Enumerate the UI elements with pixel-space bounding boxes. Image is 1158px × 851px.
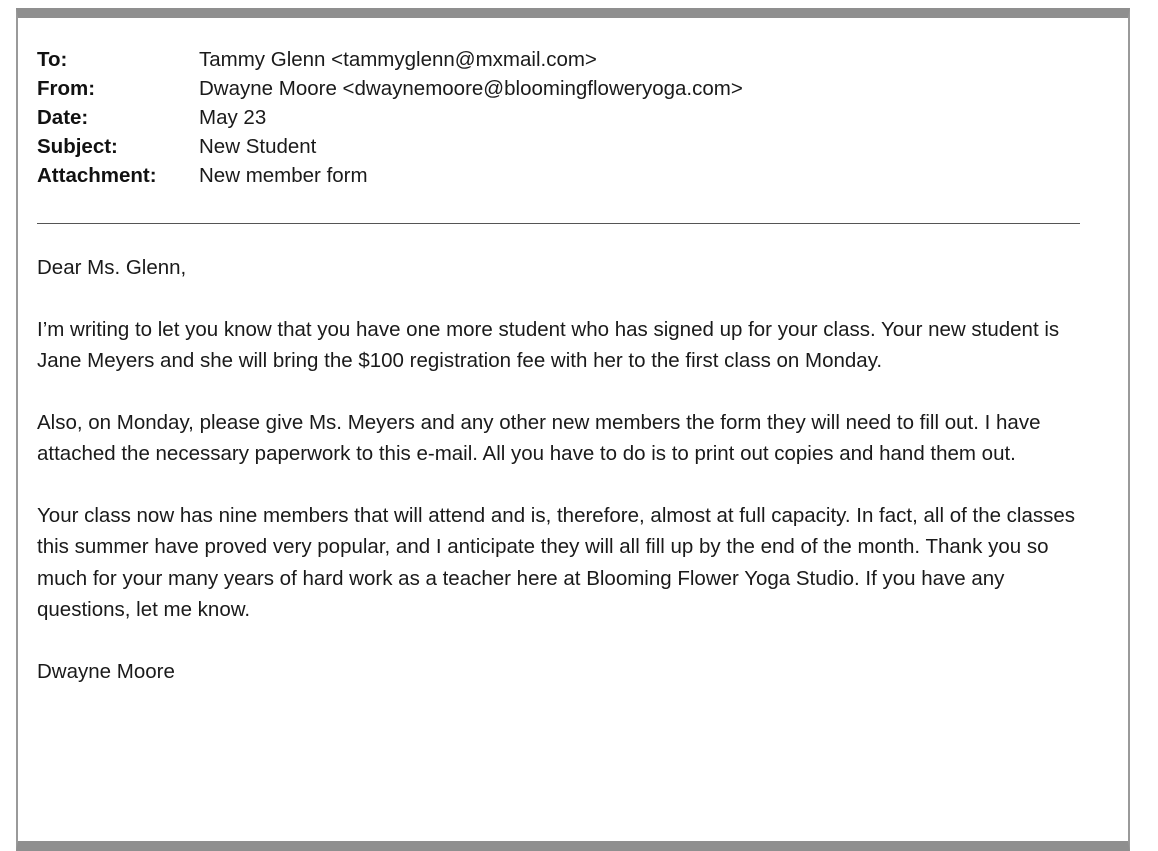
header-date-row xyxy=(37,103,1077,132)
header-attachment-label: Attachment: xyxy=(37,164,157,187)
email-header xyxy=(37,45,1077,190)
email-signature: Dwayne Moore xyxy=(37,659,175,683)
header-attachment-row xyxy=(37,161,1077,190)
email-paragraph: Also, on Monday, please give Ms. Meyers and any other new members the form they will need to fill out. I have attached the necessary paperwork to this e-mail. All you have to do is to print out copies and hand them out. xyxy=(37,410,1041,465)
header-subject-value: New Student xyxy=(199,135,317,158)
header-to-row xyxy=(37,45,1077,74)
header-from-row xyxy=(37,74,1077,103)
email-body xyxy=(37,252,1082,687)
header-subject-label: Subject: xyxy=(37,135,118,158)
email-paragraph: I’m writing to let you know that you have one more student who has signed up for your class. Your new student is Jane Meyers and she will bring the $100 registration fee with her to the first class on Monday. xyxy=(37,317,1060,372)
header-divider xyxy=(37,223,1080,224)
header-attachment-value: New member form xyxy=(199,164,368,187)
header-from-value: Dwayne Moore <dwaynemoore@bloomingfloweryoga.com> xyxy=(199,77,743,100)
header-date-label: Date: xyxy=(37,106,89,129)
email-paragraph: Your class now has nine members that will attend and is, therefore, almost at full capacity. In fact, all of the classes this summer have proved very popular, and I anticipate they will all fill up by the end of the month. Thank you so much for your many years of hard work as a teacher here at Blooming Flower Yoga Studio. If you have any questions, let me know. xyxy=(37,503,1076,621)
header-to-label: To: xyxy=(37,48,68,71)
header-date-value: May 23 xyxy=(199,106,267,129)
header-subject-row xyxy=(37,132,1077,161)
header-to-value: Tammy Glenn <tammyglenn@mxmail.com> xyxy=(199,48,597,71)
header-from-label: From: xyxy=(37,77,96,100)
email-greeting: Dear Ms. Glenn, xyxy=(37,256,187,279)
